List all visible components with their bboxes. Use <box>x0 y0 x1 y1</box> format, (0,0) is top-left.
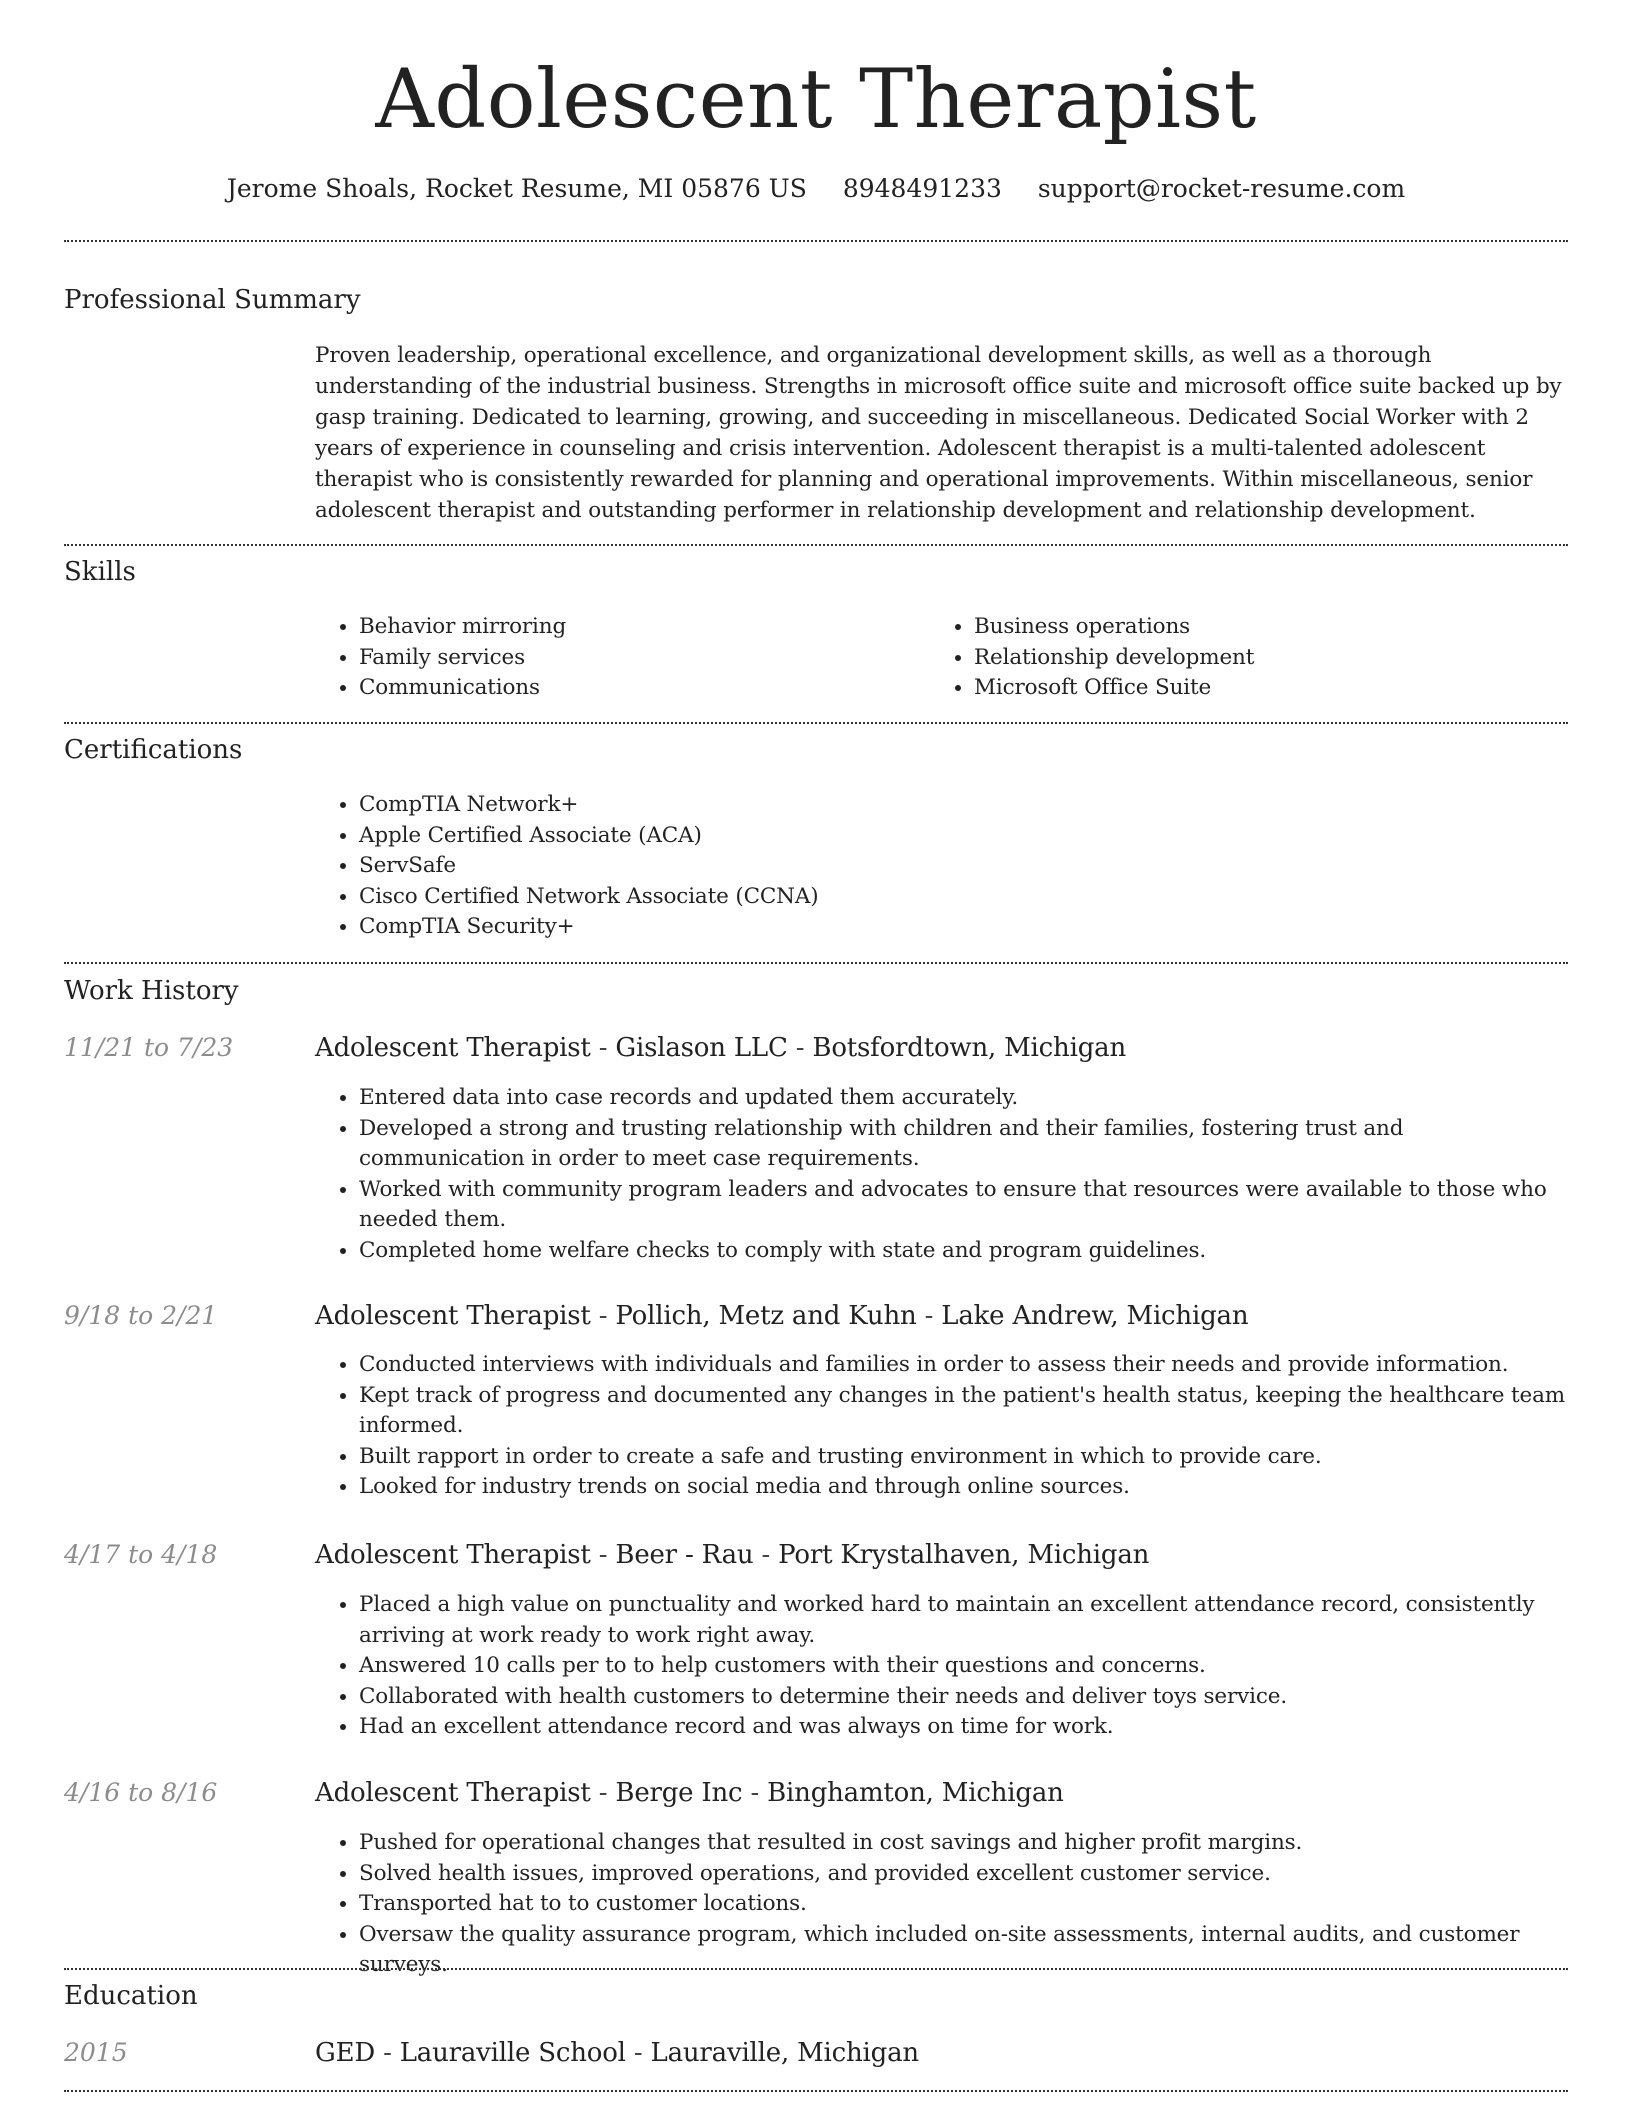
education-year: 2015 <box>64 2038 128 2067</box>
job-bullet: • Placed a high value on punctuality and worked hard to maintain an excellent attendance record, consistently arriving at work ready to work right away. <box>359 1590 1568 1651</box>
job-role: Adolescent Therapist <box>315 1301 591 1331</box>
certification-item: • Apple Certified Associate (ACA) <box>359 821 1559 852</box>
job-bullet: • Looked for industry trends on social media and through online sources. <box>359 1472 1568 1503</box>
job-company: Gislason LLC <box>615 1033 788 1063</box>
contact-email[interactable]: support@rocket-resume.com <box>1037 174 1406 203</box>
job-bullet: • Transported hat to to customer locations. <box>359 1889 1568 1920</box>
job-bullet: • Pushed for operational changes that resulted in cost savings and higher profit margins. <box>359 1828 1568 1859</box>
job-bullet: • Worked with community program leaders and advocates to ensure that resources were available to those who needed them. <box>359 1175 1568 1236</box>
contact-line <box>64 172 1568 206</box>
education-school: Lauraville School <box>399 2038 626 2068</box>
skill-item: • Behavior mirroring <box>359 612 929 643</box>
skill-item: • Relationship development <box>974 643 1574 674</box>
job-company: Beer - Rau <box>615 1540 754 1570</box>
section-title-summary: Professional Summary <box>64 285 361 315</box>
job-heading: Adolescent Therapist - Gislason LLC - Botsfordtown, Michigan <box>315 1033 1126 1063</box>
section-title-certifications: Certifications <box>64 735 243 765</box>
job-bullet: • Entered data into case records and updated them accurately. <box>359 1083 1568 1114</box>
job-role: Adolescent Therapist <box>315 1540 591 1570</box>
certification-item: • ServSafe <box>359 851 1559 882</box>
job-heading: Adolescent Therapist - Berge Inc - Binghamton, Michigan <box>315 1778 1064 1808</box>
job-location: Port Krystalhaven, Michigan <box>778 1540 1150 1570</box>
job-bullet: • Solved health issues, improved operations, and provided excellent customer service. <box>359 1859 1568 1890</box>
skill-item: • Family services <box>359 643 929 674</box>
candidate-name: Adolescent Therapist <box>375 53 1257 147</box>
skill-item: • Business operations <box>974 612 1574 643</box>
job-role: Adolescent Therapist <box>315 1033 591 1063</box>
job-location: Botsfordtown, Michigan <box>812 1033 1126 1063</box>
divider <box>64 544 1568 546</box>
job-dates: 4/17 to 4/18 <box>64 1540 218 1569</box>
job-dates: 4/16 to 8/16 <box>64 1778 218 1807</box>
job-dates: 9/18 to 2/21 <box>64 1301 218 1330</box>
divider <box>64 2090 1568 2092</box>
job-company: Pollich, Metz and Kuhn <box>615 1301 917 1331</box>
job-company: Berge Inc <box>615 1778 743 1808</box>
divider <box>64 240 1568 242</box>
certification-item: • Cisco Certified Network Associate (CCNA) <box>359 882 1559 913</box>
section-title-skills: Skills <box>64 557 136 587</box>
section-title-work: Work History <box>64 976 239 1006</box>
job-bullet: • Collaborated with health customers to determine their needs and deliver toys service. <box>359 1682 1568 1713</box>
job-bullet: • Conducted interviews with individuals and families in order to assess their needs and provide information. <box>359 1350 1568 1381</box>
certification-item: • CompTIA Network+ <box>359 790 1559 821</box>
summary-text: Proven leadership, operational excellence, and organizational development skills, as well as a thorough understanding of the industrial business. Strengths in microsoft office suite and microsoft office suite backed up by gasp training. Dedicated to learning, growing, and succeeding in miscellaneous. Dedicated Social Worker with 2 years of experience in counseling and crisis intervention. Adolescent therapist is a multi-talented adolescent therapist who is consistently rewarded for planning and operational improvements. Within miscellaneous, senior adolescent therapist and outstanding performer in relationship development and relationship development. <box>315 343 1562 523</box>
skill-item: • Microsoft Office Suite <box>974 673 1574 704</box>
job-location: Binghamton, Michigan <box>767 1778 1064 1808</box>
contact-phone: 8948491233 <box>842 174 1002 203</box>
section-title-education: Education <box>64 1981 198 2011</box>
job-bullet: • Built rapport in order to create a safe and trusting environment in which to provide care. <box>359 1442 1568 1473</box>
job-bullets <box>315 1828 1568 1981</box>
divider <box>64 722 1568 724</box>
job-bullets <box>315 1083 1568 1266</box>
job-bullet: • Oversaw the quality assurance program, which included on-site assessments, internal audits, and customer surveys. <box>359 1920 1568 1981</box>
education-degree: GED <box>315 2038 375 2068</box>
skill-item: • Communications <box>359 673 929 704</box>
education-location: Lauraville, Michigan <box>650 2038 919 2068</box>
job-location: Lake Andrew, Michigan <box>941 1301 1249 1331</box>
job-bullets <box>315 1350 1568 1503</box>
divider <box>64 1968 1568 1970</box>
job-bullets <box>315 1590 1568 1743</box>
job-bullet: • Answered 10 calls per to to help customers with their questions and concerns. <box>359 1651 1568 1682</box>
job-heading: Adolescent Therapist - Beer - Rau - Port Krystalhaven, Michigan <box>315 1540 1150 1570</box>
divider <box>64 962 1568 964</box>
job-bullet: • Kept track of progress and documented any changes in the patient's health status, keeping the healthcare team informed. <box>359 1381 1568 1442</box>
job-heading: Adolescent Therapist - Pollich, Metz and Kuhn - Lake Andrew, Michigan <box>315 1301 1249 1331</box>
job-dates: 11/21 to 7/23 <box>64 1033 234 1062</box>
job-bullet: • Completed home welfare checks to comply with state and program guidelines. <box>359 1236 1568 1267</box>
education-heading: GED - Lauraville School - Lauraville, Michigan <box>315 2038 919 2068</box>
contact-address: Jerome Shoals, Rocket Resume, MI 05876 US <box>226 174 807 203</box>
skills-list-right <box>930 612 1574 704</box>
certifications-list <box>315 790 1559 943</box>
job-role: Adolescent Therapist <box>315 1778 591 1808</box>
job-bullet: • Had an excellent attendance record and was always on time for work. <box>359 1712 1568 1743</box>
certification-item: • CompTIA Security+ <box>359 912 1559 943</box>
job-bullet: • Developed a strong and trusting relationship with children and their families, fostering trust and communication in order to meet case requirements. <box>359 1114 1568 1175</box>
skills-list-left <box>315 612 929 704</box>
